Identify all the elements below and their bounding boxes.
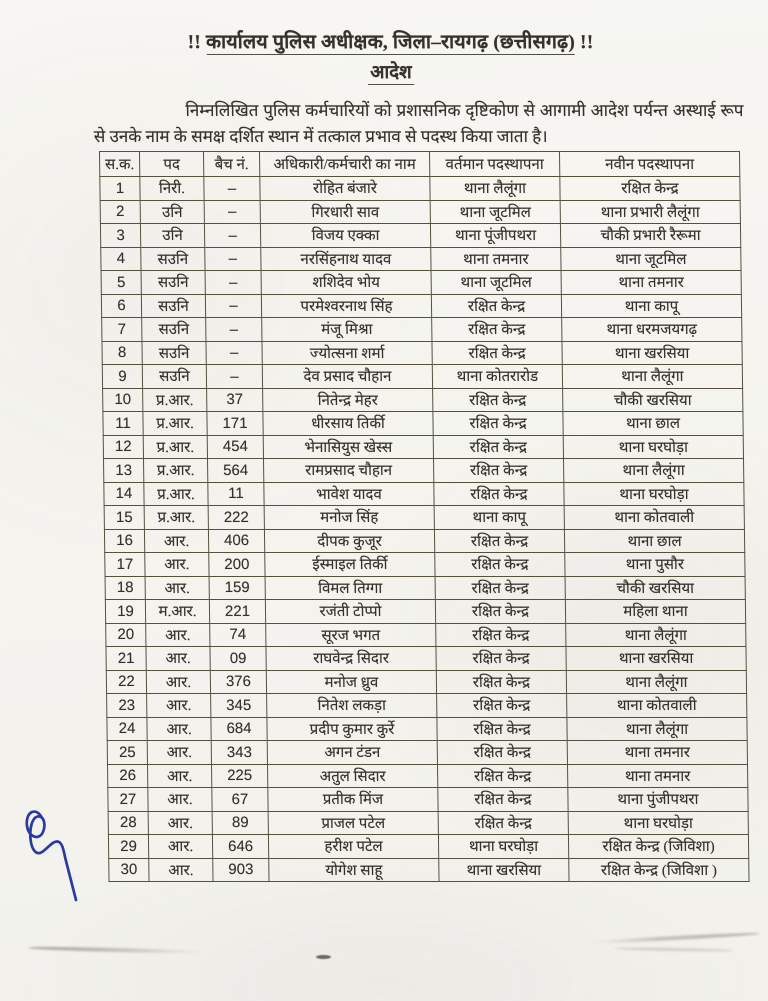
new-posting-cell: थाना लैलूंगा bbox=[564, 459, 744, 483]
column-header-batch-number: बैच नं. bbox=[203, 152, 259, 177]
post-cell: निरी. bbox=[140, 177, 204, 201]
post-cell: प्र.आर. bbox=[143, 412, 207, 436]
table-row bbox=[107, 741, 747, 765]
new-posting-cell: थाना कोतवाली bbox=[564, 506, 744, 530]
serial-cell: 15 bbox=[104, 506, 144, 530]
current-posting-cell: रक्षित केन्द्र bbox=[437, 694, 567, 718]
post-cell: सउनि bbox=[142, 365, 206, 389]
table-row bbox=[106, 647, 746, 671]
table-row bbox=[107, 694, 747, 718]
new-posting-cell: थाना तमनार bbox=[567, 741, 747, 765]
post-cell: आर. bbox=[146, 670, 210, 694]
table-row bbox=[104, 506, 744, 530]
name-cell: नरसिंहनाथ यादव bbox=[261, 247, 431, 271]
post-cell: प्र.आर. bbox=[143, 388, 207, 412]
batch-number-cell: – bbox=[205, 271, 261, 295]
name-cell: अतुल सिदार bbox=[268, 764, 438, 788]
new-posting-cell: थाना खरसिया bbox=[562, 341, 742, 365]
table-row bbox=[107, 717, 747, 741]
new-posting-cell: थाना लैलूंगा bbox=[566, 623, 746, 647]
batch-number-cell: 159 bbox=[209, 576, 265, 600]
name-cell: भावेश यादव bbox=[264, 482, 434, 506]
batch-number-cell: – bbox=[204, 177, 260, 201]
batch-number-cell: 89 bbox=[212, 811, 268, 835]
post-cell: आर. bbox=[148, 811, 212, 835]
table-row bbox=[104, 529, 744, 553]
table-row bbox=[108, 835, 748, 859]
serial-cell: 22 bbox=[106, 670, 146, 694]
post-cell: आर. bbox=[148, 835, 212, 859]
current-posting-cell: रक्षित केन्द्र bbox=[438, 764, 568, 788]
serial-cell: 30 bbox=[109, 858, 149, 882]
post-cell: सउनि bbox=[141, 271, 205, 295]
serial-cell: 21 bbox=[106, 647, 146, 671]
name-cell: रामप्रसाद चौहान bbox=[264, 459, 434, 483]
new-posting-cell: थाना घरघोड़ा bbox=[568, 811, 748, 835]
serial-cell: 6 bbox=[101, 294, 141, 318]
table-row bbox=[102, 341, 742, 365]
current-posting-cell: रक्षित केन्द्र bbox=[437, 717, 567, 741]
batch-number-cell: 221 bbox=[209, 600, 265, 624]
table-row bbox=[102, 318, 742, 342]
new-posting-cell: थाना पुसौर bbox=[565, 553, 745, 577]
name-cell: हरीश पटेल bbox=[268, 835, 438, 859]
current-posting-cell: रक्षित केन्द्र bbox=[435, 600, 565, 624]
name-cell: अगन टंडन bbox=[267, 741, 437, 765]
order-heading: आदेश bbox=[61, 59, 721, 84]
new-posting-cell: थाना तमनार bbox=[568, 764, 748, 788]
serial-cell: 18 bbox=[105, 576, 145, 600]
post-cell: सउनि bbox=[142, 318, 206, 342]
table-row bbox=[103, 388, 743, 412]
table-row bbox=[103, 412, 743, 436]
table-row bbox=[104, 459, 744, 483]
new-posting-cell: चौकी खरसिया bbox=[563, 388, 743, 412]
batch-number-cell: – bbox=[206, 318, 262, 342]
batch-number-cell: – bbox=[205, 247, 261, 271]
current-posting-cell: रक्षित केन्द्र bbox=[434, 482, 564, 506]
column-header-name: अधिकारी/कर्मचारी का नाम bbox=[259, 152, 429, 177]
new-posting-cell: थाना घरघोड़ा bbox=[564, 482, 744, 506]
table-row bbox=[105, 553, 745, 577]
name-cell: रजंती टोप्पो bbox=[265, 600, 435, 624]
serial-cell: 28 bbox=[108, 811, 148, 835]
new-posting-cell: थाना प्रभारी लैलूंगा bbox=[560, 200, 740, 224]
table-header-row bbox=[99, 152, 739, 177]
batch-number-cell: 376 bbox=[210, 670, 266, 694]
post-cell: आर. bbox=[148, 788, 212, 812]
table-row bbox=[103, 435, 743, 459]
serial-cell: 10 bbox=[103, 388, 143, 412]
name-cell: देव प्रसाद चौहान bbox=[262, 365, 432, 389]
post-cell: प्र.आर. bbox=[144, 482, 208, 506]
serial-cell: 9 bbox=[102, 365, 142, 389]
serial-cell: 11 bbox=[103, 412, 143, 436]
new-posting-cell: चौकी खरसिया bbox=[565, 576, 745, 600]
batch-number-cell: 09 bbox=[210, 647, 266, 671]
table-row bbox=[106, 623, 746, 647]
intro-paragraph: निम्नलिखित पुलिस कर्मचारियों को प्रशासनिक दृष्टिकोण से आगामी आदेश पर्यन्त अस्थाई रूप से उनके नाम के समक्ष दर्शित स्थान में तत्काल प्रभाव से पदस्थ किया जाता है। bbox=[93, 101, 744, 146]
signature-ink bbox=[16, 790, 90, 910]
batch-number-cell: – bbox=[205, 294, 261, 318]
serial-cell: 29 bbox=[108, 835, 148, 859]
name-cell: गिरधारी साव bbox=[260, 200, 430, 224]
batch-number-cell: 345 bbox=[211, 694, 267, 718]
table-row bbox=[108, 788, 748, 812]
current-posting-cell: रक्षित केन्द्र bbox=[432, 341, 562, 365]
name-cell: ज्योत्सना शर्मा bbox=[262, 341, 432, 365]
name-cell: धीरसाय तिर्की bbox=[263, 412, 433, 436]
current-posting-cell: रक्षित केन्द्र bbox=[431, 294, 561, 318]
new-posting-cell: रक्षित केन्द्र (जिविशा) bbox=[568, 835, 748, 859]
name-cell: भेनासियुस खेस्स bbox=[263, 435, 433, 459]
name-cell: रोहित बंजारे bbox=[260, 177, 430, 201]
new-posting-cell: थाना पुंजीपथरा bbox=[568, 788, 748, 812]
batch-number-cell: 903 bbox=[213, 858, 269, 882]
post-cell: आर. bbox=[145, 553, 209, 577]
batch-number-cell: 171 bbox=[207, 412, 263, 436]
current-posting-cell: थाना तमनार bbox=[431, 247, 561, 271]
name-cell: शशिदेव भोय bbox=[261, 271, 431, 295]
current-posting-cell: थाना कोतरारोड bbox=[432, 365, 562, 389]
current-posting-cell: थाना लैलूंगा bbox=[430, 177, 560, 201]
serial-cell: 3 bbox=[100, 224, 140, 248]
table-row bbox=[100, 200, 740, 224]
current-posting-cell: रक्षित केन्द्र bbox=[433, 412, 563, 436]
current-posting-cell: थाना खरसिया bbox=[439, 858, 569, 882]
post-cell: आर. bbox=[146, 647, 210, 671]
serial-cell: 26 bbox=[108, 764, 148, 788]
name-cell: प्रदीप कुमार कुर्रे bbox=[267, 717, 437, 741]
new-posting-cell: थाना लैलूंगा bbox=[567, 717, 747, 741]
batch-number-cell: 74 bbox=[210, 623, 266, 647]
post-cell: उनि bbox=[140, 224, 204, 248]
serial-cell: 12 bbox=[103, 435, 143, 459]
current-posting-cell: रक्षित केन्द्र bbox=[435, 576, 565, 600]
batch-number-cell: – bbox=[204, 200, 260, 224]
table-row bbox=[100, 177, 740, 201]
serial-cell: 1 bbox=[100, 177, 140, 201]
post-cell: आर. bbox=[147, 694, 211, 718]
current-posting-cell: थाना पूंजीपथरा bbox=[430, 224, 560, 248]
new-posting-cell: थाना छाल bbox=[564, 529, 744, 553]
current-posting-cell: रक्षित केन्द्र bbox=[436, 670, 566, 694]
post-cell: आर. bbox=[147, 717, 211, 741]
current-posting-cell: थाना जूटमिल bbox=[431, 271, 561, 295]
post-cell: सउनि bbox=[142, 341, 206, 365]
current-posting-cell: रक्षित केन्द्र bbox=[433, 435, 563, 459]
batch-number-cell: – bbox=[204, 224, 260, 248]
current-posting-cell: रक्षित केन्द्र bbox=[436, 647, 566, 671]
batch-number-cell: 343 bbox=[211, 741, 267, 765]
name-cell: प्रतीक मिंज bbox=[268, 788, 438, 812]
name-cell: ईस्माइल तिर्की bbox=[265, 553, 435, 577]
post-cell: आर. bbox=[147, 741, 211, 765]
name-cell: सूरज भगत bbox=[266, 623, 436, 647]
new-posting-cell: थाना घरघोड़ा bbox=[563, 435, 743, 459]
name-cell: परमेश्वरनाथ सिंह bbox=[261, 294, 431, 318]
table-row bbox=[100, 224, 740, 248]
serial-cell: 19 bbox=[105, 600, 145, 624]
new-posting-cell: थाना कोतवाली bbox=[567, 694, 747, 718]
serial-cell: 8 bbox=[102, 341, 142, 365]
batch-number-cell: 225 bbox=[212, 764, 268, 788]
column-header-serial: स.क. bbox=[99, 152, 139, 177]
table-row bbox=[105, 576, 745, 600]
post-cell: आर. bbox=[144, 529, 208, 553]
current-posting-cell: रक्षित केन्द्र bbox=[438, 788, 568, 812]
table-row bbox=[102, 365, 742, 389]
table-row bbox=[109, 858, 749, 882]
name-cell: योगेश साहू bbox=[269, 858, 439, 882]
new-posting-cell: चौकी प्रभारी रैरूमा bbox=[560, 224, 740, 248]
new-posting-cell: थाना छाल bbox=[563, 412, 743, 436]
title-text: कार्यालय पुलिस अधीक्षक, जिला–रायगढ़ (छत्तीसगढ़) bbox=[205, 32, 576, 53]
name-cell: मनोज सिंह bbox=[264, 506, 434, 530]
serial-cell: 7 bbox=[102, 318, 142, 342]
name-cell: नितेन्द्र मेहर bbox=[263, 388, 433, 412]
title-suffix: !! bbox=[579, 32, 594, 53]
name-cell: मंजू मिश्रा bbox=[262, 318, 432, 342]
new-posting-cell: रक्षित केन्द्र bbox=[560, 177, 740, 201]
new-posting-cell: थाना लैलूंगा bbox=[566, 670, 746, 694]
batch-number-cell: 564 bbox=[208, 459, 264, 483]
batch-number-cell: 684 bbox=[211, 717, 267, 741]
table-row bbox=[101, 271, 741, 295]
serial-cell: 17 bbox=[105, 553, 145, 577]
serial-cell: 20 bbox=[106, 623, 146, 647]
post-cell: आर. bbox=[146, 623, 210, 647]
table-row bbox=[101, 247, 741, 271]
title-prefix: !! bbox=[187, 32, 202, 53]
batch-number-cell: 11 bbox=[208, 482, 264, 506]
current-posting-cell: थाना जूटमिल bbox=[430, 200, 560, 224]
post-cell: सउनि bbox=[141, 247, 205, 271]
name-cell: नितेश लकड़ा bbox=[267, 694, 437, 718]
name-cell: प्राजल पटेल bbox=[268, 811, 438, 835]
batch-number-cell: 646 bbox=[212, 835, 268, 859]
column-header-new-posting: नवीन पदस्थापना bbox=[559, 152, 739, 177]
serial-cell: 5 bbox=[101, 271, 141, 295]
post-cell: उनि bbox=[140, 200, 204, 224]
current-posting-cell: रक्षित केन्द्र bbox=[433, 388, 563, 412]
serial-cell: 25 bbox=[107, 741, 147, 765]
table-row bbox=[104, 482, 744, 506]
serial-cell: 2 bbox=[100, 200, 140, 224]
post-cell: प्र.आर. bbox=[144, 459, 208, 483]
new-posting-cell: महिला थाना bbox=[565, 600, 745, 624]
scan-smudge bbox=[316, 955, 331, 959]
batch-number-cell: 200 bbox=[209, 553, 265, 577]
new-posting-cell: रक्षित केन्द्र (जिविशा ) bbox=[569, 858, 749, 882]
serial-cell: 14 bbox=[104, 482, 144, 506]
table-row bbox=[106, 670, 746, 694]
new-posting-cell: थाना जूटमिल bbox=[561, 247, 741, 271]
name-cell: राघवेन्द्र सिदार bbox=[266, 647, 436, 671]
current-posting-cell: रक्षित केन्द्र bbox=[438, 811, 568, 835]
serial-cell: 24 bbox=[107, 717, 147, 741]
post-cell: आर. bbox=[148, 764, 212, 788]
batch-number-cell: 67 bbox=[212, 788, 268, 812]
name-cell: मनोज ध्रुव bbox=[266, 670, 436, 694]
current-posting-cell: रक्षित केन्द्र bbox=[437, 741, 567, 765]
current-posting-cell: रक्षित केन्द्र bbox=[435, 553, 565, 577]
current-posting-cell: थाना घरघोड़ा bbox=[438, 835, 568, 859]
post-cell: म.आर. bbox=[145, 600, 209, 624]
serial-cell: 16 bbox=[104, 529, 144, 553]
new-posting-cell: थाना तमनार bbox=[561, 271, 741, 295]
table-row bbox=[108, 764, 748, 788]
post-cell: सउनि bbox=[141, 294, 205, 318]
name-cell: विजय एक्का bbox=[260, 224, 430, 248]
new-posting-cell: थाना लैलूंगा bbox=[562, 365, 742, 389]
new-posting-cell: थाना धरमजयगढ़ bbox=[562, 318, 742, 342]
serial-cell: 4 bbox=[101, 247, 141, 271]
name-cell: विमल तिग्गा bbox=[265, 576, 435, 600]
transfer-table bbox=[99, 151, 750, 882]
post-cell: आर. bbox=[145, 576, 209, 600]
post-cell: प्र.आर. bbox=[144, 506, 208, 530]
batch-number-cell: 37 bbox=[207, 388, 263, 412]
document-title bbox=[60, 27, 720, 54]
batch-number-cell: – bbox=[206, 341, 262, 365]
current-posting-cell: रक्षित केन्द्र bbox=[436, 623, 566, 647]
batch-number-cell: 454 bbox=[207, 435, 263, 459]
current-posting-cell: रक्षित केन्द्र bbox=[432, 318, 562, 342]
column-header-post: पद bbox=[139, 152, 203, 177]
current-posting-cell: थाना कापू bbox=[434, 506, 564, 530]
table-row bbox=[101, 294, 741, 318]
post-cell: आर. bbox=[149, 858, 213, 882]
current-posting-cell: रक्षित केन्द्र bbox=[434, 529, 564, 553]
serial-cell: 27 bbox=[108, 788, 148, 812]
serial-cell: 23 bbox=[107, 694, 147, 718]
table-row bbox=[105, 600, 745, 624]
new-posting-cell: थाना खरसिया bbox=[566, 647, 746, 671]
batch-number-cell: – bbox=[206, 365, 262, 389]
name-cell: दीपक कुजूर bbox=[264, 529, 434, 553]
current-posting-cell: रक्षित केन्द्र bbox=[434, 459, 564, 483]
batch-number-cell: 406 bbox=[208, 529, 264, 553]
column-header-current-posting: वर्तमान पदस्थापना bbox=[429, 152, 559, 177]
new-posting-cell: थाना कापू bbox=[561, 294, 741, 318]
table-row bbox=[108, 811, 748, 835]
batch-number-cell: 222 bbox=[208, 506, 264, 530]
serial-cell: 13 bbox=[104, 459, 144, 483]
post-cell: प्र.आर. bbox=[143, 435, 207, 459]
